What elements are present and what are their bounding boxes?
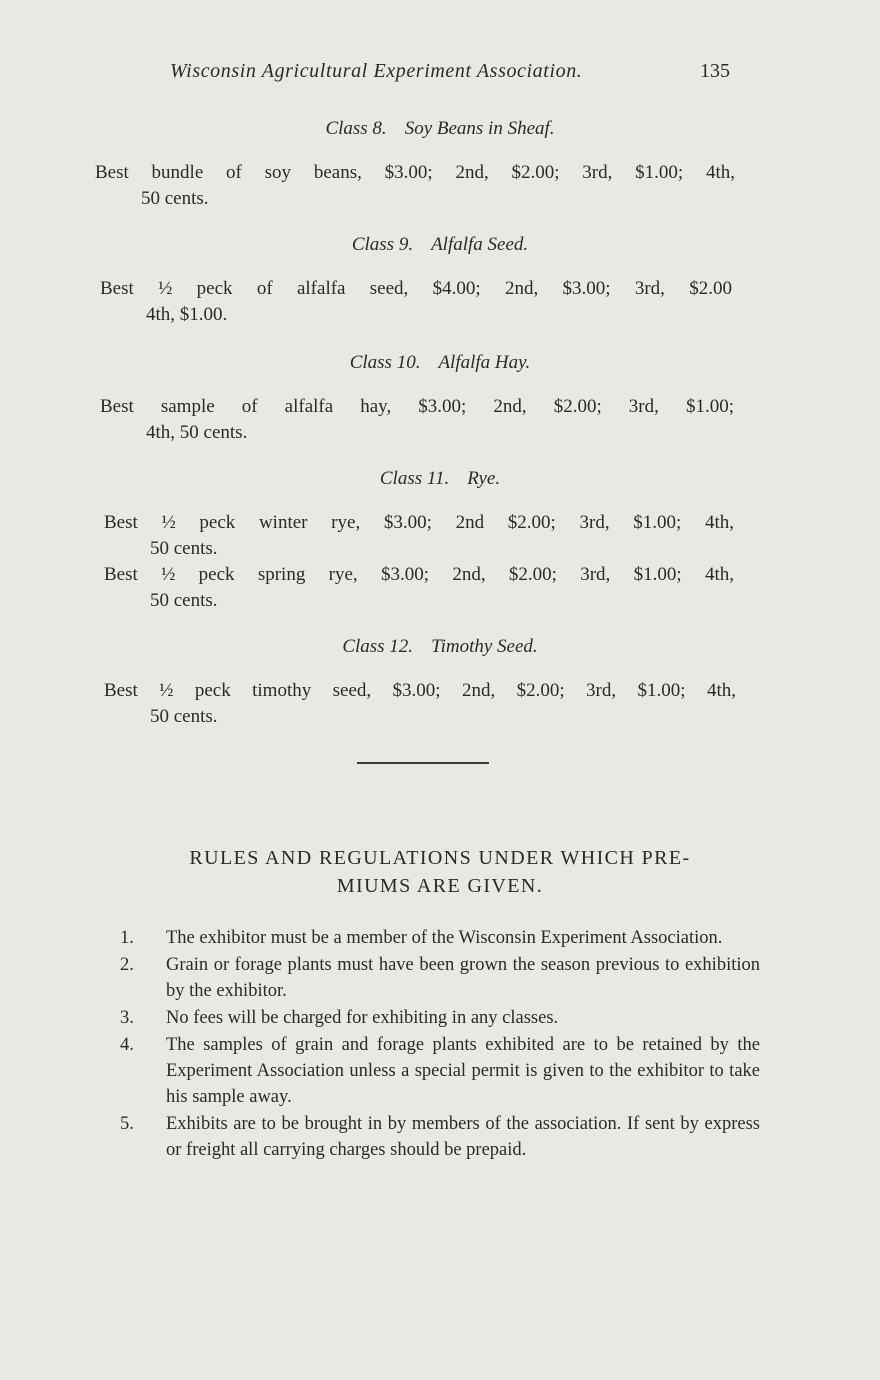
prize-entry-line: Best ½ peck spring rye, $3.00; 2nd, $2.00; 3rd, $1.00; 4th, bbox=[104, 564, 734, 585]
class-label: Class 12. bbox=[342, 636, 414, 657]
class-name: Timothy Seed. bbox=[431, 636, 538, 657]
section-divider bbox=[357, 762, 489, 764]
class-heading bbox=[0, 234, 880, 256]
rules-heading bbox=[90, 844, 790, 900]
rule-text: No fees will be charged for exhibiting in any classes. bbox=[166, 1008, 559, 1028]
prize-entry-continuation: 50 cents. bbox=[150, 538, 218, 559]
rule-item bbox=[110, 1032, 760, 1110]
rule-text: Exhibits are to be brought in by members of the association. If sent by express or freight all carrying charges should be prepaid. bbox=[166, 1114, 760, 1160]
rule-number: 2. bbox=[120, 955, 134, 975]
prize-entry-line: Best bundle of soy beans, $3.00; 2nd, $2.00; 3rd, $1.00; 4th, bbox=[95, 162, 735, 183]
rules-list bbox=[110, 925, 760, 1164]
prize-entry bbox=[95, 160, 735, 212]
running-head bbox=[170, 60, 730, 88]
page-number: 135 bbox=[700, 60, 730, 82]
rule-item bbox=[110, 1111, 760, 1163]
prize-entry-continuation: 50 cents. bbox=[150, 590, 218, 611]
prize-entry-continuation: 50 cents. bbox=[141, 188, 209, 209]
rules-heading-line: MIUMS ARE GIVEN. bbox=[336, 875, 544, 897]
class-heading bbox=[0, 352, 880, 374]
rule-item bbox=[110, 1005, 760, 1031]
class-heading bbox=[0, 636, 880, 658]
rules-heading-line: RULES AND REGULATIONS UNDER WHICH PRE- bbox=[189, 847, 691, 869]
class-name: Alfalfa Hay. bbox=[438, 352, 531, 373]
rule-item bbox=[110, 925, 760, 951]
class-label: Class 8. bbox=[325, 118, 387, 139]
rule-number: 4. bbox=[120, 1035, 134, 1055]
class-label: Class 11. bbox=[379, 468, 450, 489]
rule-text: Grain or forage plants must have been grown the season previous to exhibition by the exhibitor. bbox=[166, 955, 760, 1001]
class-name: Soy Beans in Sheaf. bbox=[404, 118, 555, 139]
prize-entry-line: Best sample of alfalfa hay, $3.00; 2nd, $2.00; 3rd, $1.00; bbox=[100, 396, 734, 417]
prize-entry-line: Best ½ peck timothy seed, $3.00; 2nd, $2.00; 3rd, $1.00; 4th, bbox=[104, 680, 736, 701]
rule-item bbox=[110, 952, 760, 1004]
prize-entry-line: Best ½ peck winter rye, $3.00; 2nd $2.00; 3rd, $1.00; 4th, bbox=[104, 512, 734, 533]
prize-entry bbox=[104, 510, 734, 562]
class-name: Rye. bbox=[467, 468, 501, 489]
class-label: Class 9. bbox=[351, 234, 414, 255]
prize-entry bbox=[100, 394, 734, 446]
class-name: Alfalfa Seed. bbox=[431, 234, 529, 255]
prize-entry-continuation: 4th, 50 cents. bbox=[146, 422, 248, 443]
prize-entry bbox=[100, 276, 732, 328]
rule-text: The samples of grain and forage plants exhibited are to be retained by the Experiment Association unless a special permit is given to the exhibitor to take his sample away. bbox=[166, 1035, 760, 1107]
rule-number: 1. bbox=[120, 928, 134, 948]
rule-number: 5. bbox=[120, 1114, 134, 1134]
prize-entry bbox=[104, 562, 734, 614]
class-heading bbox=[0, 468, 880, 490]
prize-entry-line: Best ½ peck of alfalfa seed, $4.00; 2nd, $3.00; 3rd, $2.00 bbox=[100, 278, 732, 299]
rule-text: The exhibitor must be a member of the Wisconsin Experiment Association. bbox=[166, 928, 723, 948]
prize-entry bbox=[104, 678, 736, 730]
prize-entry-continuation: 4th, $1.00. bbox=[146, 304, 228, 325]
rule-number: 3. bbox=[120, 1008, 134, 1028]
prize-entry-continuation: 50 cents. bbox=[150, 706, 218, 727]
class-label: Class 10. bbox=[349, 352, 421, 373]
class-heading bbox=[0, 118, 880, 140]
running-head-title: Wisconsin Agricultural Experiment Association. bbox=[170, 60, 583, 82]
